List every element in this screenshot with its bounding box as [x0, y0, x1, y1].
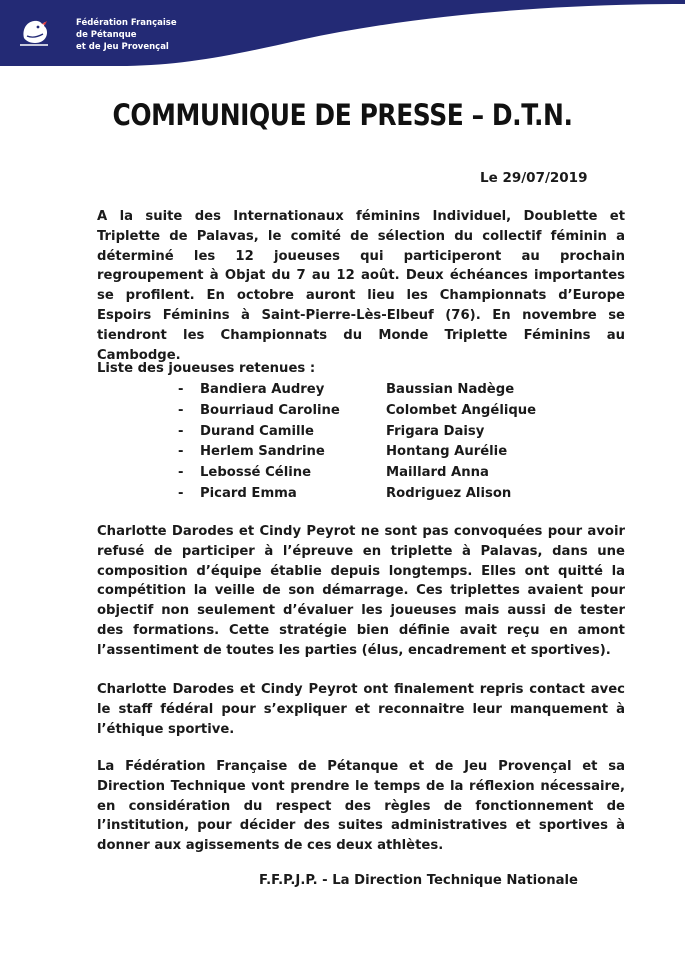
org-line-3: et de Jeu Provençal [76, 42, 169, 52]
player-name-left: Picard Emma [200, 485, 297, 501]
player-name-right: Colombet Angélique [386, 402, 537, 418]
player-row [0, 380, 685, 401]
list-dash: - [178, 402, 184, 418]
page-title: COMMUNIQUE DE PRESSE – D.T.N. [112, 98, 573, 132]
header-banner [0, 0, 685, 66]
player-row [0, 422, 685, 443]
document-date: Le 29/07/2019 [480, 170, 588, 186]
player-row [0, 484, 685, 505]
player-name-left: Durand Camille [200, 423, 314, 439]
player-row [0, 401, 685, 422]
org-line-2: de Pétanque [76, 30, 137, 40]
player-name-left: Bourriaud Caroline [200, 402, 340, 418]
list-dash: - [178, 423, 184, 439]
player-name-left: Bandiera Audrey [200, 382, 325, 397]
signature: F.F.P.J.P. - La Direction Technique Nationale [259, 873, 578, 888]
player-name-left: Herlem Sandrine [200, 444, 325, 460]
player-name-right: Frigara Daisy [386, 423, 485, 439]
org-line-1: Fédération Française [76, 18, 177, 28]
player-name-right: Rodriguez Alison [386, 485, 512, 501]
paragraph-intro: A la suite des Internationaux féminins Individuel, Doublette et Triplette de Palavas, le comité de sélection du collectif féminin a déterminé les 12 joueuses qui participeront au prochain regroupement à Objat du 7 au 12 août. Deux échéances importantes se profilent. En octobre auront lieu les Championnats d’Europe Espoirs Féminins à Saint-Pierre-Lès-Elbeuf (76). En novembre se tiendront les Championnats du Monde Triplette Féminins au Cambodge. [97, 209, 625, 363]
player-name-right: Baussian Nadège [386, 382, 515, 397]
player-name-right: Hontang Aurélie [386, 444, 508, 460]
player-row [0, 463, 685, 484]
organization-name [76, 17, 177, 53]
list-dash: - [178, 382, 184, 397]
list-dash: - [178, 444, 184, 460]
paragraph-non-selection: Charlotte Darodes et Cindy Peyrot ne sont pas convoquées pour avoir refusé de participer à l’épreuve en triplette à Palavas, dans une composition d’équipe établie depuis longtemps. Elles ont quitté la compétition la veille de son démarrage. Ces triplettes avaient pour objectif non seulement d’évaluer les joueuses mais aussi de tester des formations. Cette stratégie bien définie avait reçu en amont l’assentiment de toutes les parties (élus, encadrement et sportives). [97, 524, 625, 658]
list-dash: - [178, 485, 184, 501]
player-list-title: Liste des joueuses retenues : [97, 361, 316, 376]
paragraph-federation: La Fédération Française de Pétanque et de Jeu Provençal et sa Direction Technique vont prendre le temps de la réflexion nécessaire, en considération du respect des règles de fonctionnement de l’institution, pour décider des suites administratives et sportives à donner aux agissements de ces deux athlètes. [97, 759, 625, 854]
player-row [0, 442, 685, 463]
rooster-logo-icon [14, 12, 54, 52]
player-list [0, 380, 685, 505]
paragraph-contact: Charlotte Darodes et Cindy Peyrot ont finalement repris contact avec le staff fédéral pour s’expliquer et reconnaitre leur manquement à l’éthique sportive. [97, 682, 625, 737]
player-name-right: Maillard Anna [386, 465, 489, 481]
player-name-left: Lebossé Céline [200, 465, 312, 481]
list-dash: - [178, 465, 184, 481]
